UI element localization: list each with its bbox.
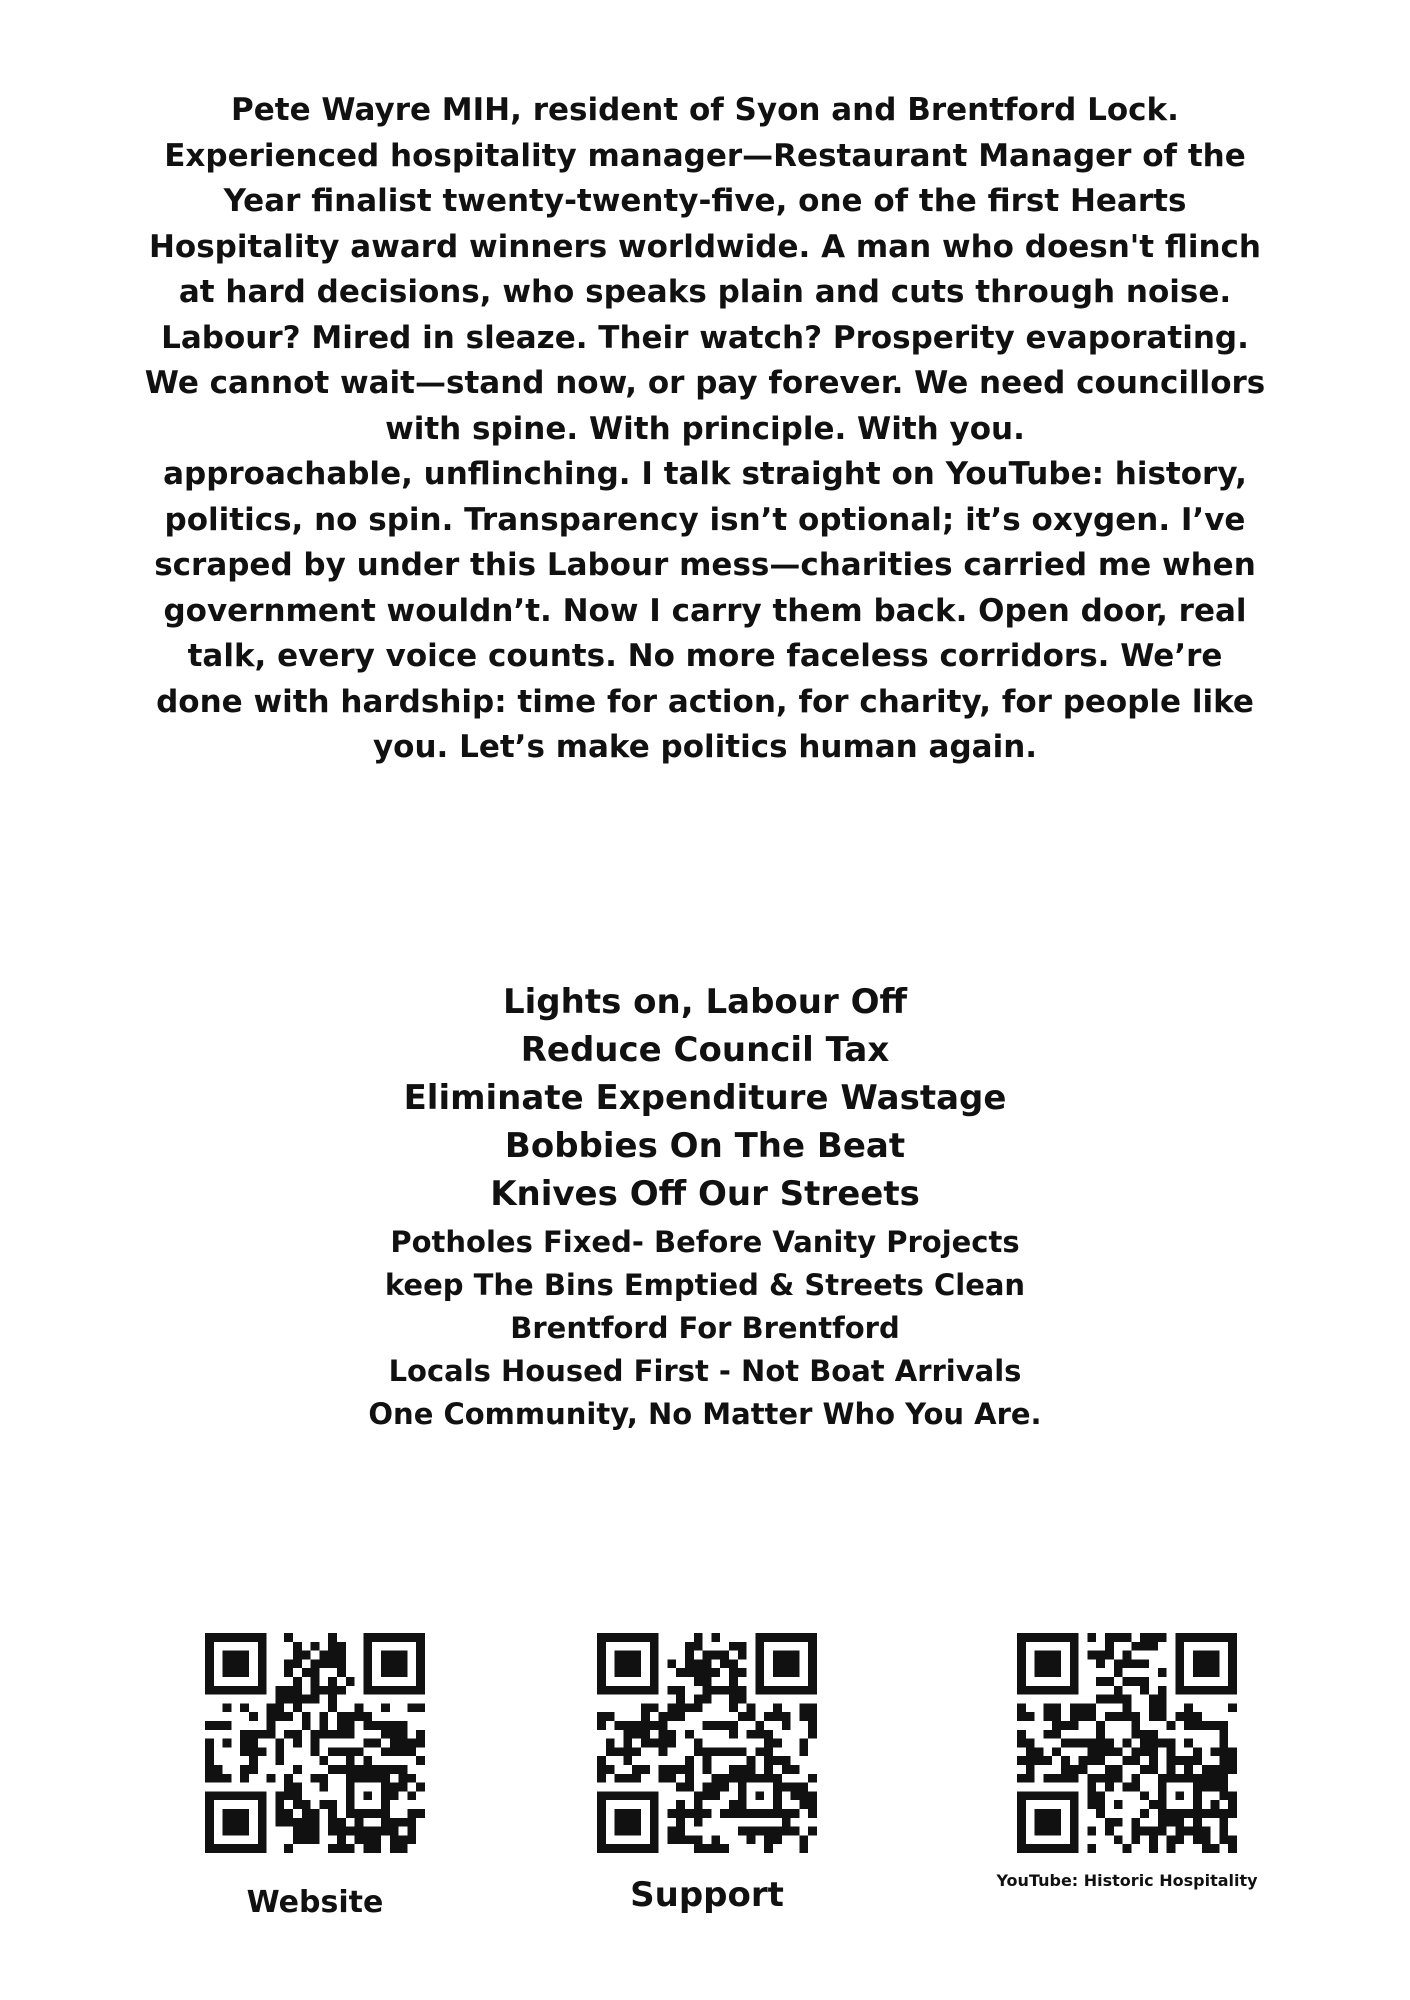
slogan-item: Lights on, Labour Off [502, 982, 908, 1022]
slogan-item: keep The Bins Emptied & Streets Clean [384, 1268, 1026, 1302]
qr-code-icon[interactable] [597, 1633, 817, 1853]
slogan-item: Locals Housed First - Not Boat Arrivals [388, 1354, 1022, 1388]
slogan-item: One Community, No Matter Who You Are. [368, 1397, 1042, 1431]
slogan-item: Reduce Council Tax [520, 1030, 890, 1070]
slogan-item: Knives Off Our Streets [490, 1174, 920, 1214]
website-label: Website [246, 1885, 384, 1920]
bio-paragraph-values: approachable, unflinching. I talk straight on YouTube: history, politics, no spin. Transparency isn’t optional; it’s oxygen. I’ve scraped by under this Labour mess—charities carried me when government wouldn’t. Now I carry them back. Open door, real talk, every voice counts. No more faceless corridors. We’re done with hardship: time for action, for charity, for people like you. Let’s make politics human again. [154, 456, 1256, 765]
slogan-item: Bobbies On The Beat [504, 1126, 906, 1166]
slogan-item: Brentford For Brentford [510, 1311, 900, 1345]
slogan-item: Potholes Fixed- Before Vanity Projects [390, 1225, 1020, 1259]
bio-paragraph-intro: Pete Wayre MIH, resident of Syon and Brentford Lock. Experienced hospitality manager—Restaurant Manager of the Year finalist twenty-twenty-five, one of the first Hearts Hospitality award winners worldwide. A man who doesn't flinch at hard decisions, who speaks plain and cuts through noise. Labour? Mired in sleaze. Their watch? Prosperity evaporating. We cannot wait—stand now, or pay forever. We need councillors with spine. With principle. With you. [144, 92, 1266, 447]
slogan-item: Eliminate Expenditure Wastage [403, 1078, 1007, 1118]
support-label: Support [630, 1875, 784, 1915]
qr-code-icon[interactable] [1017, 1633, 1237, 1853]
youtube-label: YouTube: Historic Hospitality [996, 1871, 1258, 1890]
qr-code-icon[interactable] [205, 1633, 425, 1853]
